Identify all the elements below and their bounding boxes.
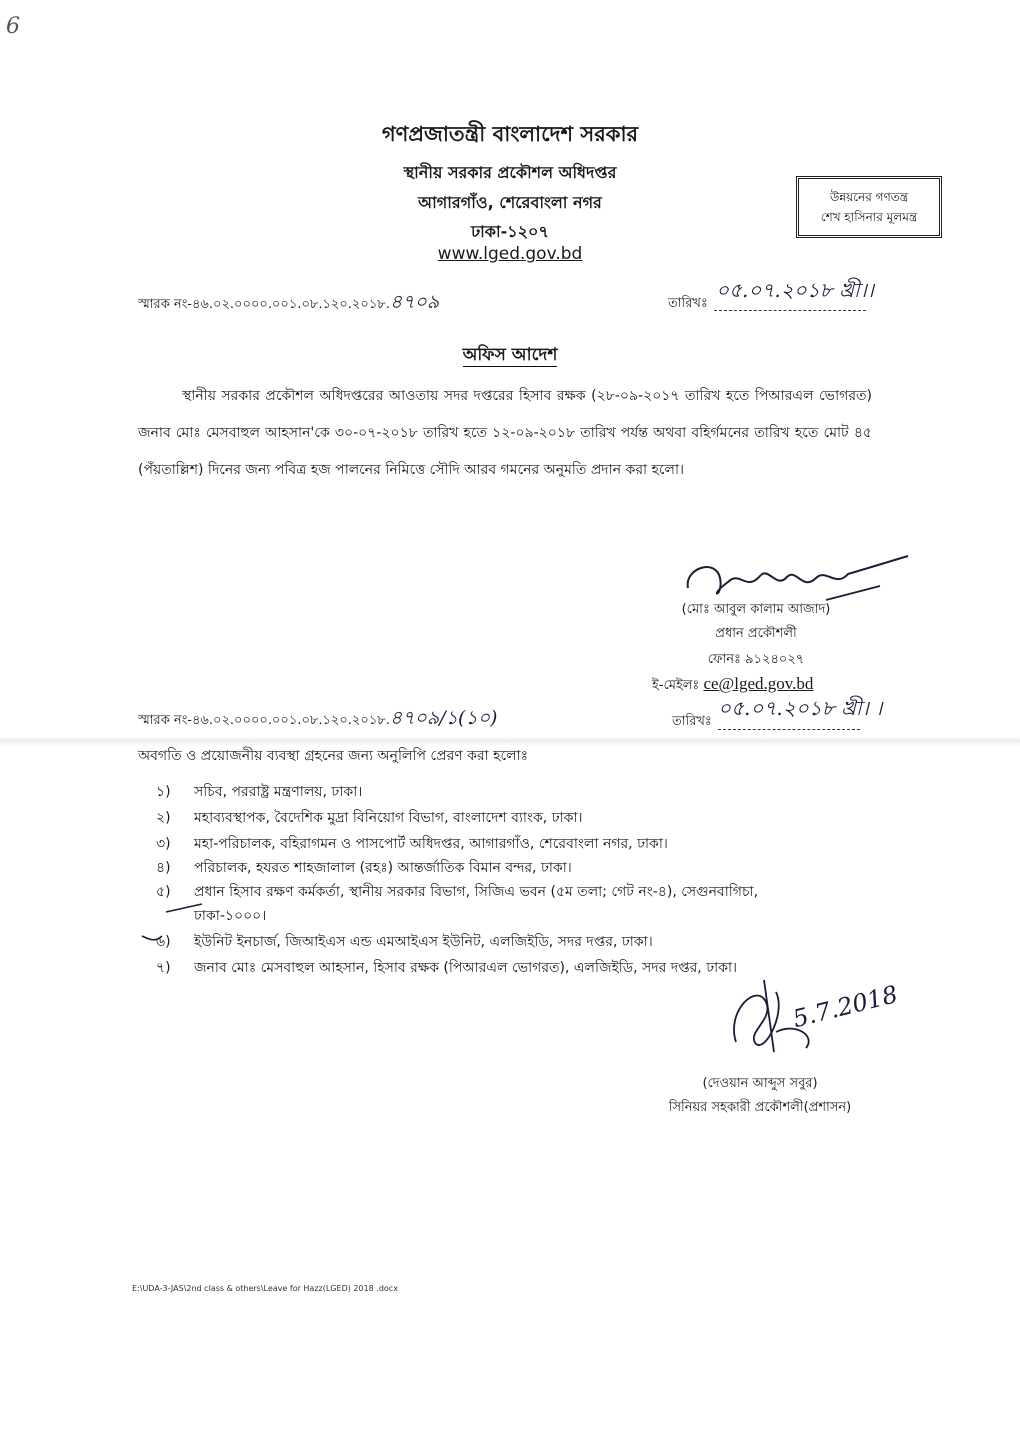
copy-distribution-intro: অবগতি ও প্রয়োজনীয় ব্যবস্থা গ্রহনের জন্য অনুলিপি প্রেরণ করা হলোঃ	[138, 748, 529, 764]
signatory-1-phone: ফোনঃ ৯১২৪০২৭	[707, 652, 805, 667]
motto-line-1: উন্নয়নের গণতন্ত্র	[829, 190, 909, 204]
header-city: ঢাকা-১২০৭	[471, 222, 549, 241]
signatory-2-designation: সিনিয়র সহকারী প্রকৌশলী(প্রশাসন)	[668, 1100, 852, 1115]
header-website-link[interactable]: www.lged.gov.bd	[437, 244, 583, 264]
corner-handwritten-mark: 6	[6, 14, 20, 39]
header-government: গণপ্রজাতন্ত্রী বাংলাদেশ সরকার	[381, 122, 639, 146]
footer-file-path: E:\UDA-3-JAS\2nd class & others\Leave for Hazz(LGED) 2018 .docx	[132, 1284, 398, 1293]
cc-list-item: ১) সচিব, পররাষ্ট্র মন্ত্রণালয়, ঢাকা।	[156, 784, 363, 800]
signatory-1-name: (মোঃ আবুল কালাম আজাদ)	[681, 602, 831, 617]
handwritten-tick-mark	[140, 896, 220, 946]
memo-ref-bottom-handwritten: ৪৭০৯/১(১০)	[389, 707, 498, 729]
motto-line-2: শেখ হাসিনার মূলমন্ত্র	[820, 210, 918, 224]
date-label-top: তারিখঃ	[668, 296, 708, 311]
date-label-bottom: তারিখঃ	[672, 714, 712, 729]
date-handwritten-bottom: ০৫.০৭.২০১৮ খ্রী। ।	[718, 696, 883, 720]
date-line-bottom	[718, 729, 860, 730]
memo-ref-top	[138, 288, 439, 320]
memo-ref-top-number: স্মারক নং-৪৬.০২.০০০০.০০১.০৮.১২০.২০১৮.	[138, 297, 390, 312]
memo-ref-top-handwritten: ৪৭০৯	[389, 291, 440, 313]
header-department: স্থানীয় সরকার প্রকৌশল অধিদপ্তর	[403, 163, 617, 182]
memo-ref-bottom	[138, 704, 497, 736]
email-label: ই-মেইলঃ	[652, 678, 700, 693]
cc-list-item: ৩) মহা-পরিচালক, বহিরাগমন ও পাসপোর্ট অধিদপ্তর, আগারগাঁও, শেরেবাংলা নগর, ঢাকা।	[156, 836, 668, 852]
office-order-title: অফিস আদেশ	[462, 345, 558, 365]
signatory-1-designation: প্রধান প্রকৌশলী	[715, 626, 797, 641]
order-body-text: স্থানীয় সরকার প্রকৌশল অধিদপ্তরের আওতায় সদর দপ্তরের হিসাব রক্ষক (২৮-০৯-২০১৭ তারিখ হতে পিআরএল ভোগরত) জনাব মোঃ মেসবাহুল আহসান'কে ৩০-০৭-২০১৮ তারিখ হতে ১২-০৯-২০১৮ তারিখ পর্যন্ত অথবা বহির্গমনের তারিখ হতে মোট ৪৫ (পঁয়তাল্লিশ) দিনের জন্য পবিত্র হজ পালনের নিমিত্তে সৌদি আরব গমনের অনুমতি প্রদান করা হলো।	[138, 388, 872, 478]
cc-list-item: ৫) প্রধান হিসাব রক্ষণ কর্মকর্তা, স্থানীয় সরকার বিভাগ, সিজিএ ভবন (৫ম তলা; গেট নং-৪), সেগুনবাগিচা,	[156, 884, 759, 900]
cc-list-item: ২) মহাব্যবস্থাপক, বৈদেশিক মুদ্রা বিনিয়োগ বিভাগ, বাংলাদেশ ব্যাংক, ঢাকা।	[156, 810, 583, 826]
cc-list-item: ৬) ইউনিট ইনচার্জ, জিআইএস এন্ড এমআইএস ইউনিট, এলজিইডি, সদর দপ্তর, ঢাকা।	[156, 934, 653, 950]
signatory-2-name: (দেওয়ান আব্দুস সবুর)	[702, 1076, 818, 1091]
date-handwritten-top: ০৫.০৭.২০১৮ খ্রী।।	[716, 278, 874, 302]
header-address: আগারগাঁও, শেরেবাংলা নগর	[418, 193, 602, 212]
signature-2-handwritten-date: 5.7.2018	[790, 980, 901, 1034]
cc-list-item-continuation: ঢাকা-১০০০।	[194, 908, 267, 924]
email-link[interactable]: ce@lged.gov.bd	[703, 674, 814, 693]
memo-ref-bottom-number: স্মারক নং-৪৬.০২.০০০০.০০১.০৮.১২০.২০১৮.	[138, 713, 390, 728]
motto-box	[796, 176, 942, 238]
cc-list-item: ৪) পরিচালক, হযরত শাহজালাল (রহঃ) আন্তর্জাতিক বিমান বন্দর, ঢাকা।	[156, 860, 572, 876]
cc-list-item: ৭) জনাব মোঃ মেসবাহুল আহসান, হিসাব রক্ষক (পিআরএল ভোগরত), এলজিইডি, সদর দপ্তর, ঢাকা।	[156, 960, 738, 976]
date-line-top	[714, 310, 866, 311]
